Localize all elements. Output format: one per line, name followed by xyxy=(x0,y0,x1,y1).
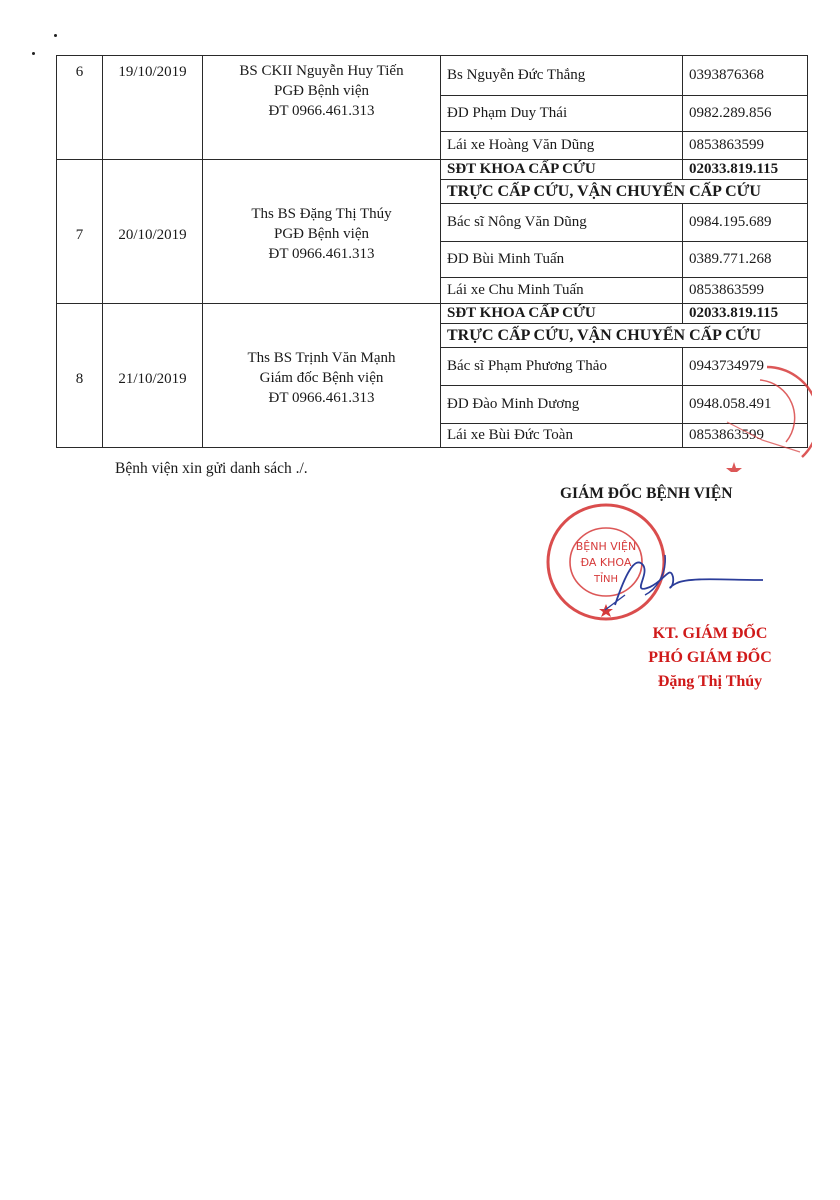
scan-speck xyxy=(54,34,57,37)
staff-name: ĐD Đào Minh Dương xyxy=(441,386,683,424)
signer-authority: KT. GIÁM ĐỐC xyxy=(652,625,768,642)
section-heading: TRỰC CẤP CỨU, VẬN CHUYỂN CẤP CỨU xyxy=(441,180,808,204)
staff-phone: 0982.289.856 xyxy=(683,96,808,132)
leader-position: PGĐ Bệnh viện xyxy=(274,83,369,99)
staff-phone: 0853863599 xyxy=(683,132,808,160)
staff-phone: 0984.195.689 xyxy=(683,204,808,242)
table-row xyxy=(57,160,808,180)
row-number: 8 xyxy=(57,304,103,448)
leader-phone: ĐT 0966.461.313 xyxy=(268,103,375,119)
hotline-number: 02033.819.115 xyxy=(683,304,808,324)
staff-name: Bác sĩ Phạm Phương Thảo xyxy=(441,348,683,386)
leader-position: Giám đốc Bệnh viện xyxy=(259,370,384,386)
leader-name: Ths BS Đặng Thị Thúy xyxy=(251,206,392,222)
table-row xyxy=(57,56,808,96)
signer-position: PHÓ GIÁM ĐỐC xyxy=(648,649,772,666)
leader-cell xyxy=(203,160,441,304)
leader-cell xyxy=(203,56,441,160)
hotline-number: 02033.819.115 xyxy=(683,160,808,180)
signer-name: Đặng Thị Thúy xyxy=(657,673,763,690)
leader-phone: ĐT 0966.461.313 xyxy=(268,390,375,406)
director-title: GIÁM ĐỐC BỆNH VIỆN xyxy=(560,485,733,502)
staff-name: ĐD Bùi Minh Tuấn xyxy=(441,242,683,278)
leader-phone: ĐT 0966.461.313 xyxy=(268,246,375,262)
section-heading: TRỰC CẤP CỨU, VẬN CHUYỂN CẤP CỨU xyxy=(441,324,808,348)
duty-date: 19/10/2019 xyxy=(103,56,203,160)
leader-name: Ths BS Trịnh Văn Mạnh xyxy=(247,350,396,366)
staff-name: Lái xe Chu Minh Tuấn xyxy=(441,278,683,304)
signature-icon xyxy=(595,535,765,620)
hotline-label: SĐT KHOA CẤP CỨU xyxy=(441,304,683,324)
seal-text: TỈNH xyxy=(593,574,619,585)
duty-schedule-table xyxy=(56,55,808,448)
seal-text: BỆNH VIỆN xyxy=(575,540,637,553)
duty-date: 20/10/2019 xyxy=(103,160,203,304)
staff-phone: 0943734979 xyxy=(683,348,808,386)
duty-date: 21/10/2019 xyxy=(103,304,203,448)
staff-name: Lái xe Hoàng Văn Dũng xyxy=(441,132,683,160)
seal-text: ĐA KHOA xyxy=(580,556,632,569)
hotline-label: SĐT KHOA CẤP CỨU xyxy=(441,160,683,180)
staff-name: ĐD Phạm Duy Thái xyxy=(441,96,683,132)
staff-phone: 0948.058.491 xyxy=(683,386,808,424)
row-number: 6 xyxy=(57,56,103,160)
leader-position: PGĐ Bệnh viện xyxy=(274,226,369,242)
staff-phone: 0853863599 xyxy=(683,278,808,304)
partial-seal-icon xyxy=(722,362,812,472)
leader-cell xyxy=(203,304,441,448)
closing-note: Bệnh viện xin gửi danh sách ./. xyxy=(115,460,308,477)
staff-phone: 0389.771.268 xyxy=(683,242,808,278)
scan-speck xyxy=(32,52,35,55)
staff-name: Bs Nguyễn Đức Thắng xyxy=(441,56,683,96)
staff-name: Bác sĩ Nông Văn Dũng xyxy=(441,204,683,242)
staff-phone: 0393876368 xyxy=(683,56,808,96)
staff-phone: 0853863599 xyxy=(683,424,808,448)
leader-name: BS CKII Nguyễn Huy Tiến xyxy=(239,63,404,79)
table-row xyxy=(57,304,808,324)
staff-name: Lái xe Bùi Đức Toàn xyxy=(441,424,683,448)
signature-block xyxy=(615,622,805,694)
row-number: 7 xyxy=(57,160,103,304)
